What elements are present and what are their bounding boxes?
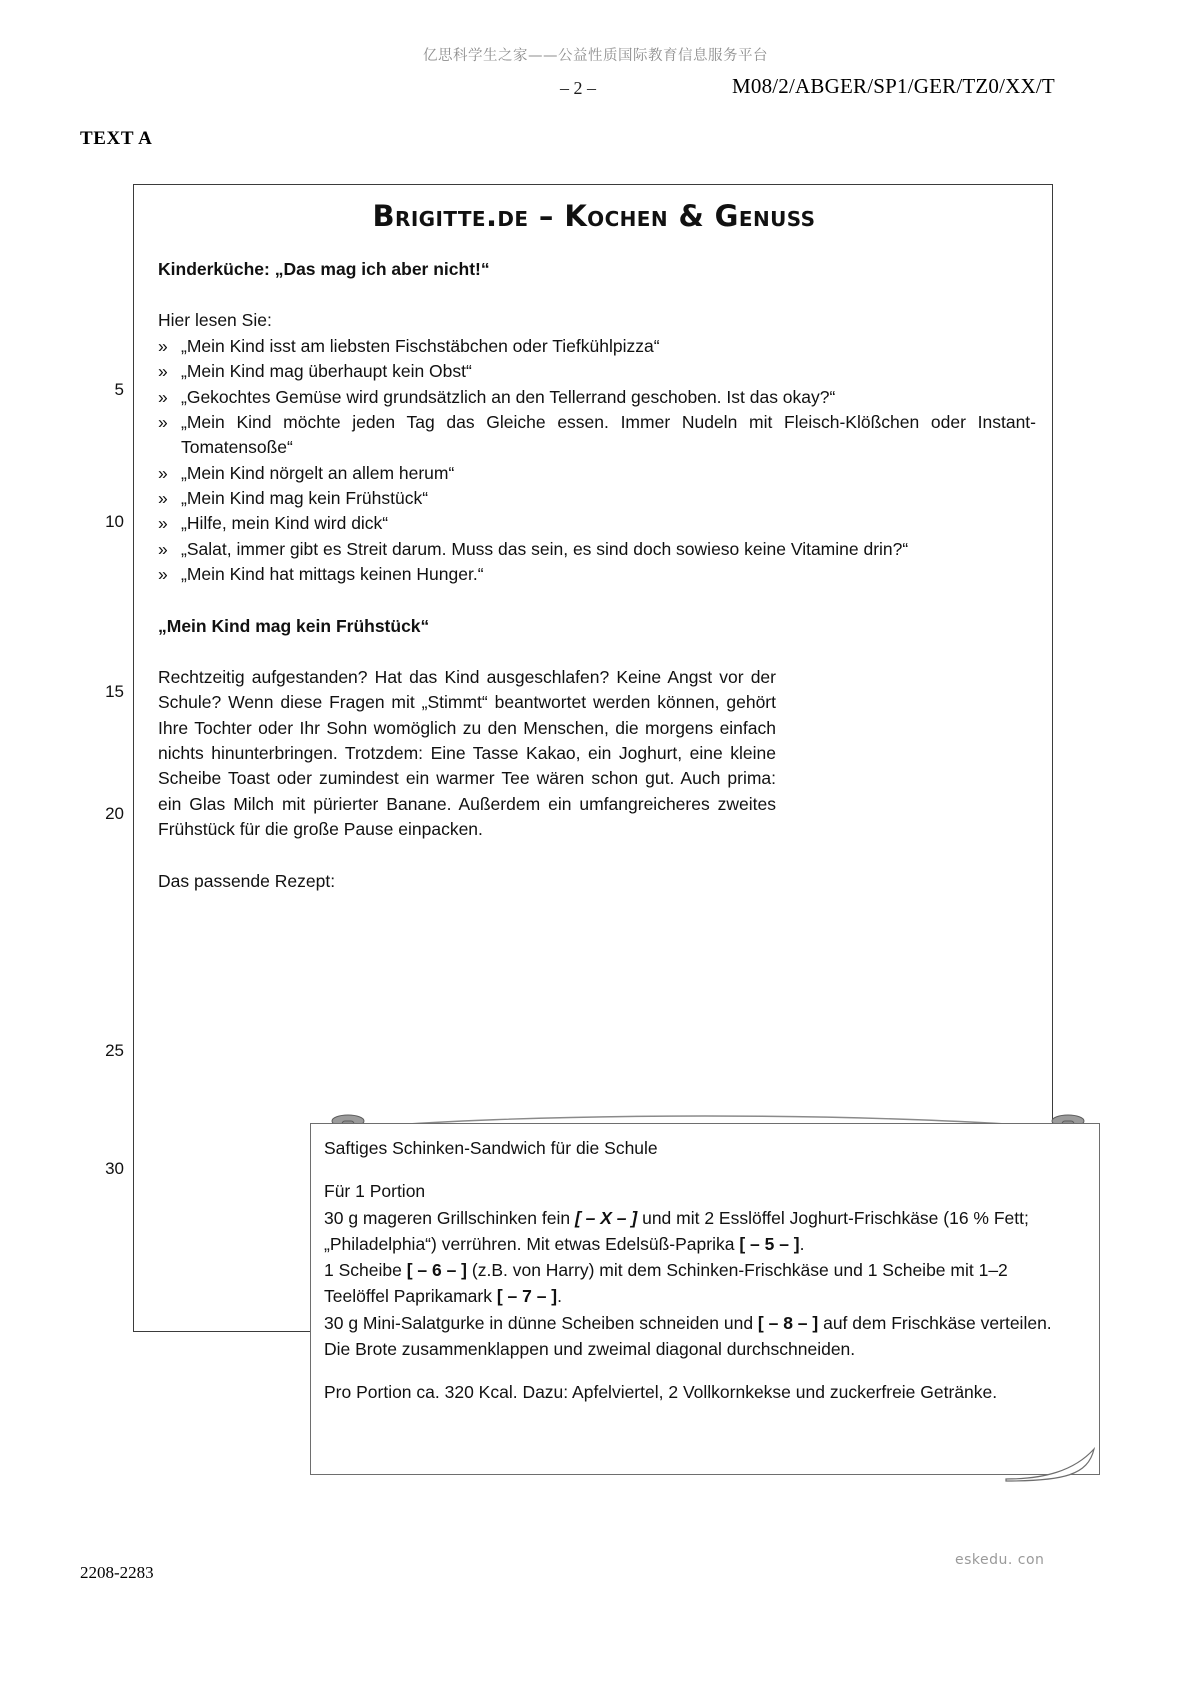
- recipe-step-2-c: .: [557, 1286, 562, 1307]
- document-code: 2208-2283: [80, 1563, 154, 1582]
- guillemet-icon: »: [158, 538, 168, 559]
- line-number: 15: [105, 682, 124, 701]
- recipe-nutrition: Pro Portion ca. 320 Kcal. Dazu: Apfelviertel, 2 Vollkornkekse und zuckerfreie Getränke.: [324, 1382, 998, 1402]
- recipe-step-1-a: 30 g mageren Grillschinken fein: [324, 1207, 575, 1228]
- gap-7: [ – 7 – ]: [496, 1286, 558, 1307]
- brand-title: Brigitte.de – Kochen & Genuss: [372, 199, 816, 233]
- recipe-step-2: [324, 1257, 1074, 1310]
- recipe-note: [304, 1105, 1112, 1485]
- recipe-step-3: [324, 1310, 1074, 1336]
- bottom-watermark: eskedu. con: [955, 1552, 1045, 1568]
- list-item: [158, 334, 1038, 359]
- gap-5: [ – 5 – ]: [739, 1233, 800, 1254]
- guillemet-icon: »: [158, 361, 168, 382]
- list-item-label: „Mein Kind möchte jeden Tag das Gleiche essen. Immer Nudeln mit Fleisch-Klößchen oder Instant-Tomatensoße“: [181, 411, 1036, 458]
- line-number-column: [88, 184, 134, 1332]
- page-number: – 2 –: [560, 78, 596, 98]
- recipe-step-1: [324, 1205, 1074, 1258]
- recipe-step-1-b: und mit 2 Esslöffel Joghurt-Frischkäse (16 % Fett; „Philadelphia“) verrühren. Mit etwas Edelsüß-Paprika: [324, 1207, 1029, 1254]
- recipe-step-4: Die Brote zusammenklappen und zweimal diagonal durchschneiden.: [324, 1338, 856, 1359]
- list-item: [158, 486, 1038, 511]
- recipe-step-2-b: (z.B. von Harry) mit dem Schinken-Frischkäse und 1 Scheibe mit 1–2 Teelöffel Paprikamark: [324, 1260, 1008, 1307]
- recipe-portion: Für 1 Portion: [324, 1181, 426, 1202]
- top-watermark: 亿思科学生之家——公益性质国际教育信息服务平台: [423, 48, 768, 64]
- list-item-label: „Mein Kind hat mittags keinen Hunger.“: [181, 564, 484, 585]
- guillemet-icon: »: [158, 411, 168, 432]
- gap-x: [ – X – ]: [574, 1207, 638, 1228]
- list-item-label: „Mein Kind isst am liebsten Fischstäbchen oder Tiefkühlpizza“: [181, 335, 660, 356]
- list-item-label: „Gekochtes Gemüse wird grundsätzlich an den Tellerrand geschoben. Ist das okay?“: [181, 386, 836, 407]
- section-heading: „Mein Kind mag kein Frühstück“: [158, 615, 430, 636]
- list-item-label: „Mein Kind mag kein Frühstück“: [181, 488, 429, 508]
- guillemet-icon: »: [158, 513, 168, 534]
- page-curl-icon: [1004, 1435, 1104, 1483]
- guillemet-icon: »: [158, 335, 168, 356]
- recipe-step-2-a: 1 Scheibe: [324, 1260, 407, 1280]
- gap-8: [ – 8 – ]: [757, 1312, 819, 1333]
- intro-line: Hier lesen Sie:: [158, 310, 272, 331]
- article-content: [158, 257, 1038, 894]
- line-number: 10: [105, 512, 124, 531]
- line-number: 25: [105, 1041, 124, 1060]
- article-frame: [133, 184, 1053, 1402]
- list-item: [158, 537, 1038, 562]
- list-item: [158, 511, 1038, 536]
- paper-code: M08/2/ABGER/SP1/GER/TZ0/XX/T: [732, 74, 1055, 98]
- list-item: [158, 359, 1038, 384]
- guillemet-icon: »: [158, 386, 168, 407]
- guillemet-icon: »: [158, 488, 168, 508]
- recipe-title: Saftiges Schinken-Sandwich für die Schule: [324, 1138, 658, 1158]
- body-paragraph: Rechtzeitig aufgestanden? Hat das Kind ausgeschlafen? Keine Angst vor der Schule? Wenn diese Fragen mit „Stimmt“ beantwortet werden können, gehört Ihre Tochter oder Ihr Sohn womöglich zu den Menschen, die morgens einfach nichts hinunterbringen. Trotzdem: Eine Tasse Kakao, ein Joghurt, eine kleine Scheibe Toast oder zumindest ein warmer Tee wären schon gut. Auch prima: ein Glas Milch mit pürierter Banane. Außerdem ein umfangreicheres zweites Frühstück für die große Pause einpacken.: [158, 666, 776, 840]
- text-a-label: TEXT A: [80, 128, 153, 149]
- gap-6: [ – 6 – ]: [406, 1260, 468, 1280]
- recipe-step-1-c: .: [799, 1233, 805, 1254]
- recipe-step-3-a: 30 g Mini-Salatgurke in dünne Scheiben schneiden und: [324, 1312, 758, 1333]
- guillemet-icon: »: [158, 564, 168, 585]
- line-number: 20: [105, 804, 124, 823]
- recipe-step-3-b: auf dem Frischkäse verteilen.: [818, 1312, 1052, 1333]
- list-item-label: „Hilfe, mein Kind wird dick“: [181, 513, 389, 534]
- article-headline: Kinderküche: „Das mag ich aber nicht!“: [158, 259, 490, 279]
- list-item: [158, 410, 1036, 461]
- topic-list: [158, 334, 1038, 588]
- list-item-label: „Mein Kind nörgelt an allem herum“: [181, 462, 455, 483]
- list-item-label: „Salat, immer gibt es Streit darum. Muss das sein, es sind doch sowieso keine Vitamine drin?“: [181, 538, 909, 559]
- list-item: [158, 562, 1038, 587]
- line-number: 30: [105, 1159, 124, 1178]
- recipe-text: [324, 1135, 1074, 1405]
- list-item: [158, 461, 1038, 486]
- list-item-label: „Mein Kind mag überhaupt kein Obst“: [181, 361, 472, 382]
- line-number: 5: [114, 380, 124, 399]
- guillemet-icon: »: [158, 462, 168, 483]
- recipe-lead: Das passende Rezept:: [158, 870, 336, 891]
- list-item: [158, 385, 1038, 410]
